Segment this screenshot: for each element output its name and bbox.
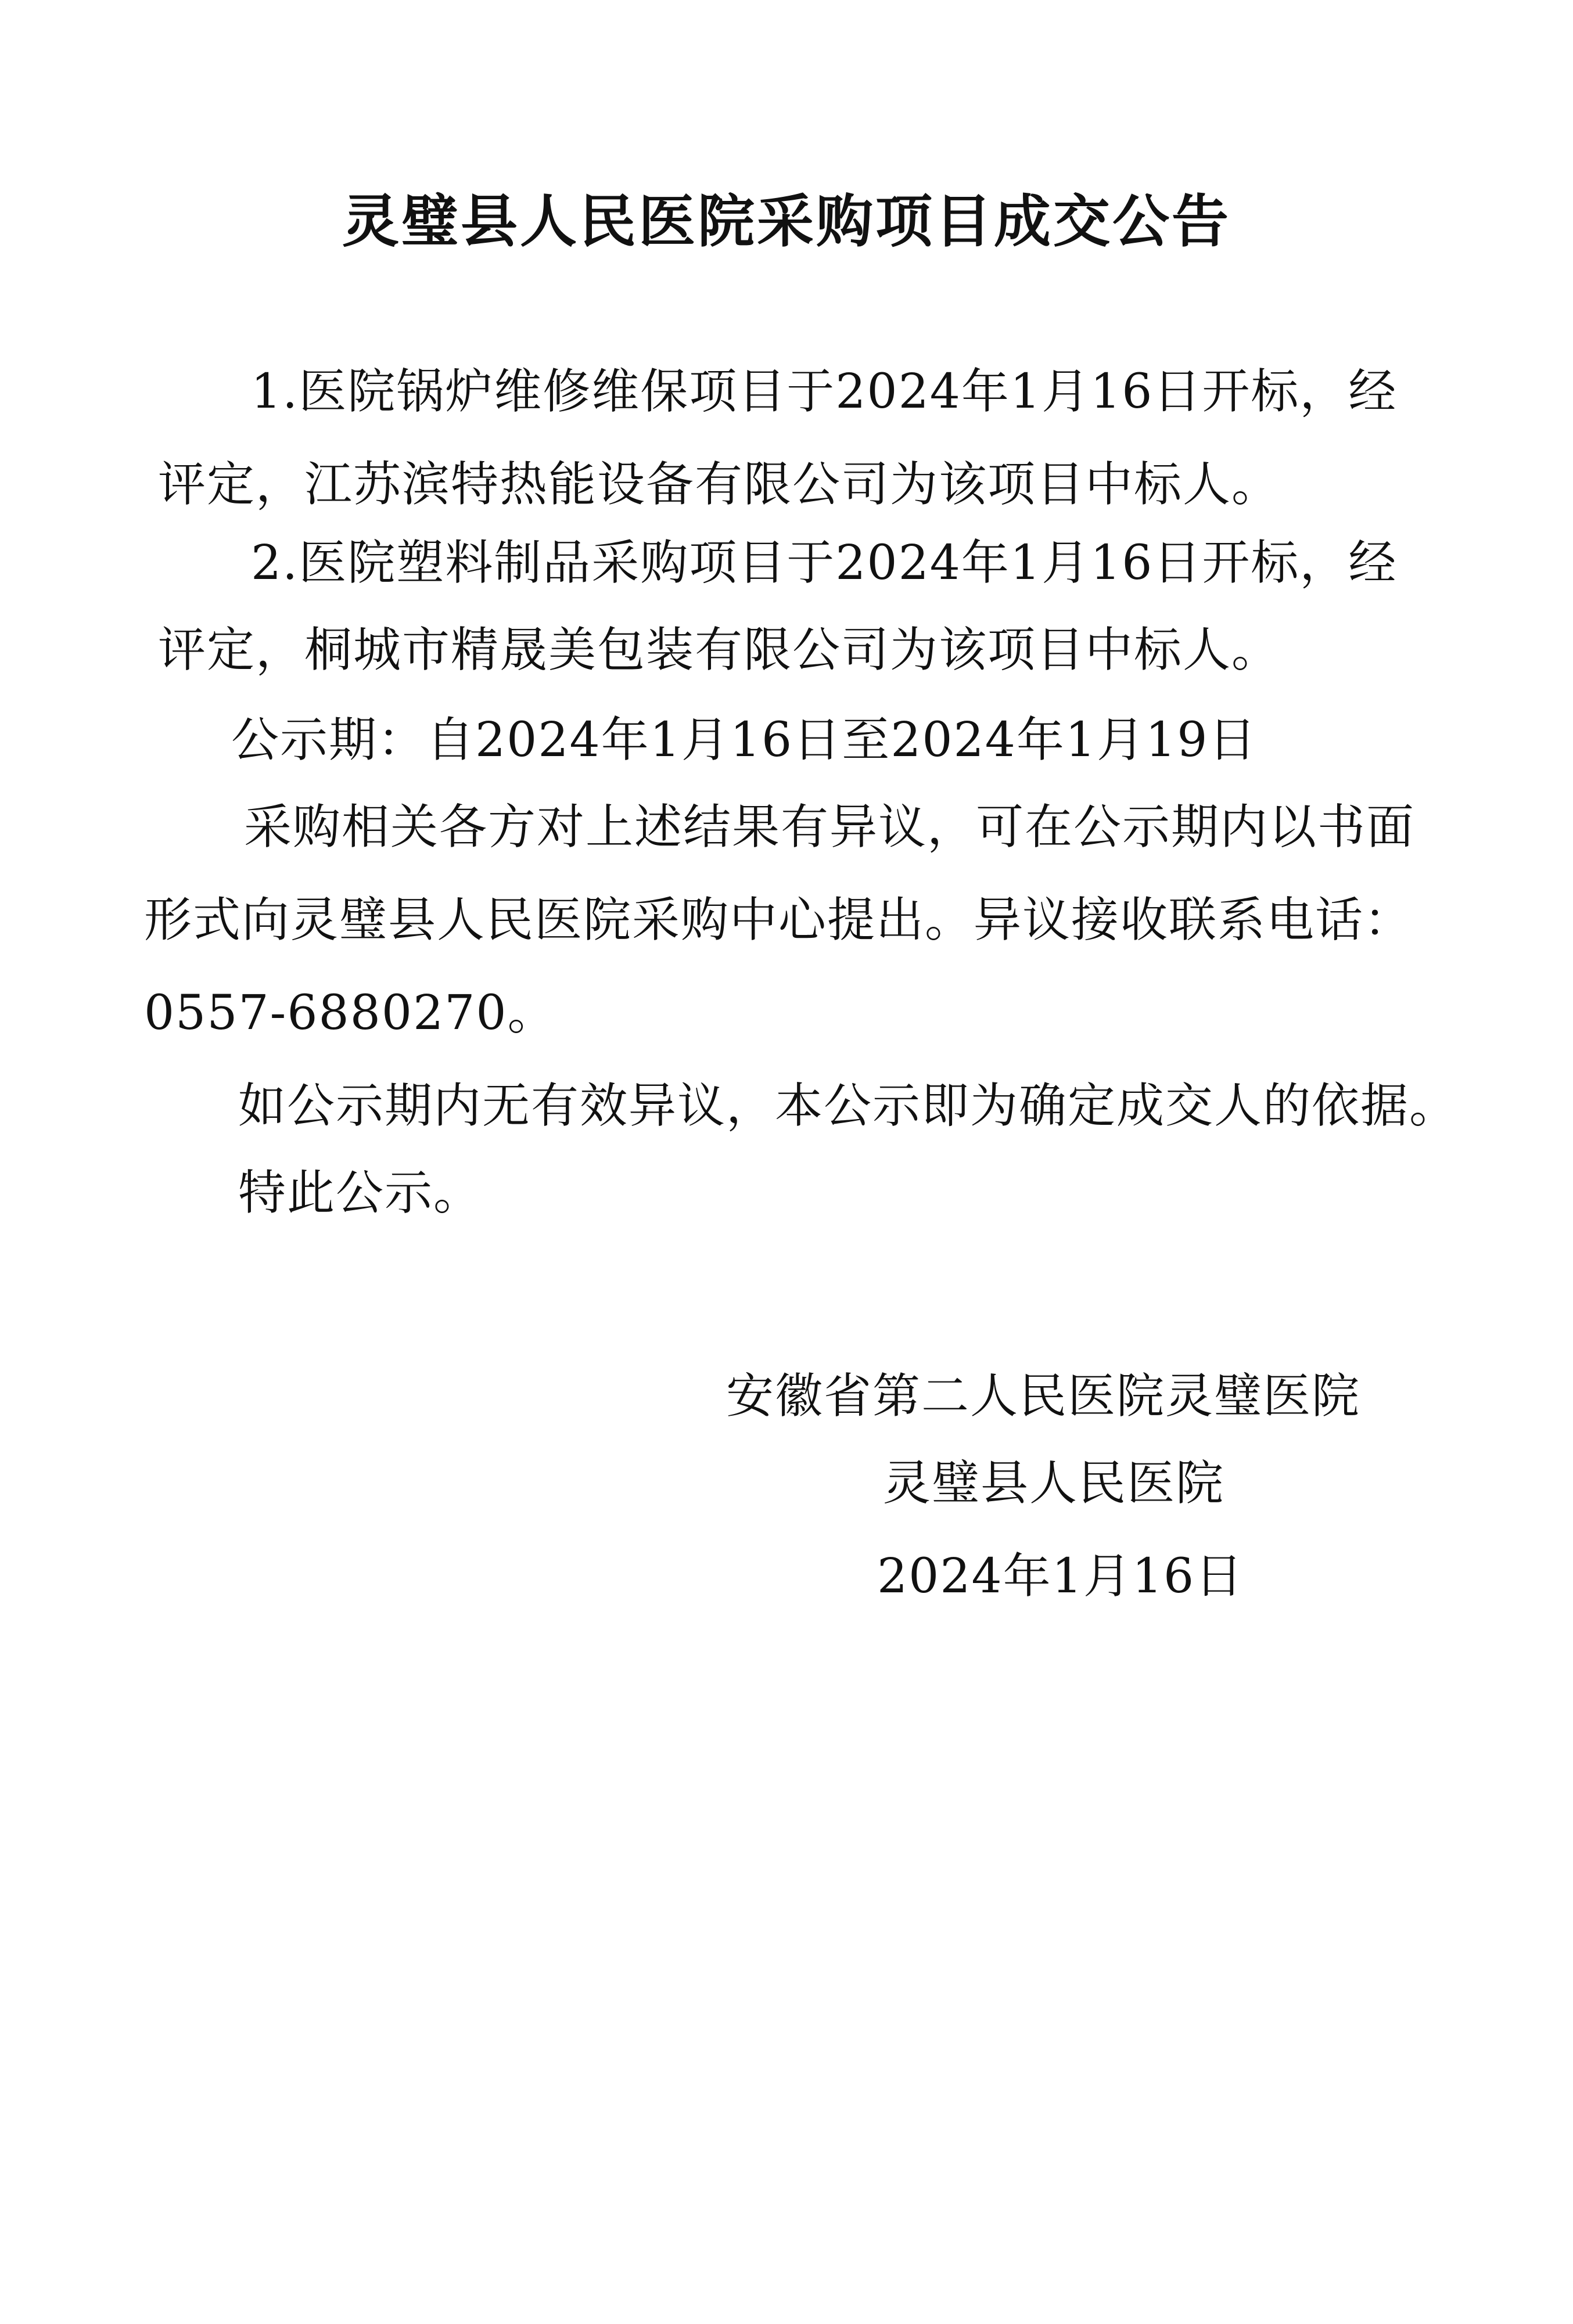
item-1-line-2: 评定，江苏滨特热能设备有限公司为该项目中标人。 — [158, 457, 1281, 512]
signature-org-2: 灵璧县人民医院 — [883, 1456, 1225, 1511]
publicity-period: 公示期：自2024年1月16日至2024年1月19日 — [231, 713, 1258, 768]
validity-statement: 如公示期内无有效异议，本公示即为确定成交人的依据。 — [238, 1078, 1459, 1134]
item-2-line-1: 2.医院塑料制品采购项目于2024年1月16日开标，经 — [251, 535, 1398, 591]
objection-line-2: 形式向灵璧县人民医院采购中心提出。异议接收联系电话： — [144, 893, 1413, 948]
document-title: 灵璧县人民医院采购项目成交公告 — [342, 189, 1231, 255]
signature-org-1: 安徽省第二人民医院灵璧医院 — [726, 1369, 1361, 1424]
item-1-line-1: 1.医院锅炉维修维保项目于2024年1月16日开标，经 — [251, 364, 1398, 419]
signature-date: 2024年1月16日 — [877, 1549, 1244, 1604]
contact-phone: 0557-6880270。 — [144, 985, 556, 1041]
item-2-line-2: 评定，桐城市精晟美包装有限公司为该项目中标人。 — [158, 623, 1281, 678]
objection-line-1: 采购相关各方对上述结果有异议，可在公示期内以书面 — [244, 800, 1416, 855]
closing-phrase: 特此公示。 — [238, 1165, 483, 1221]
